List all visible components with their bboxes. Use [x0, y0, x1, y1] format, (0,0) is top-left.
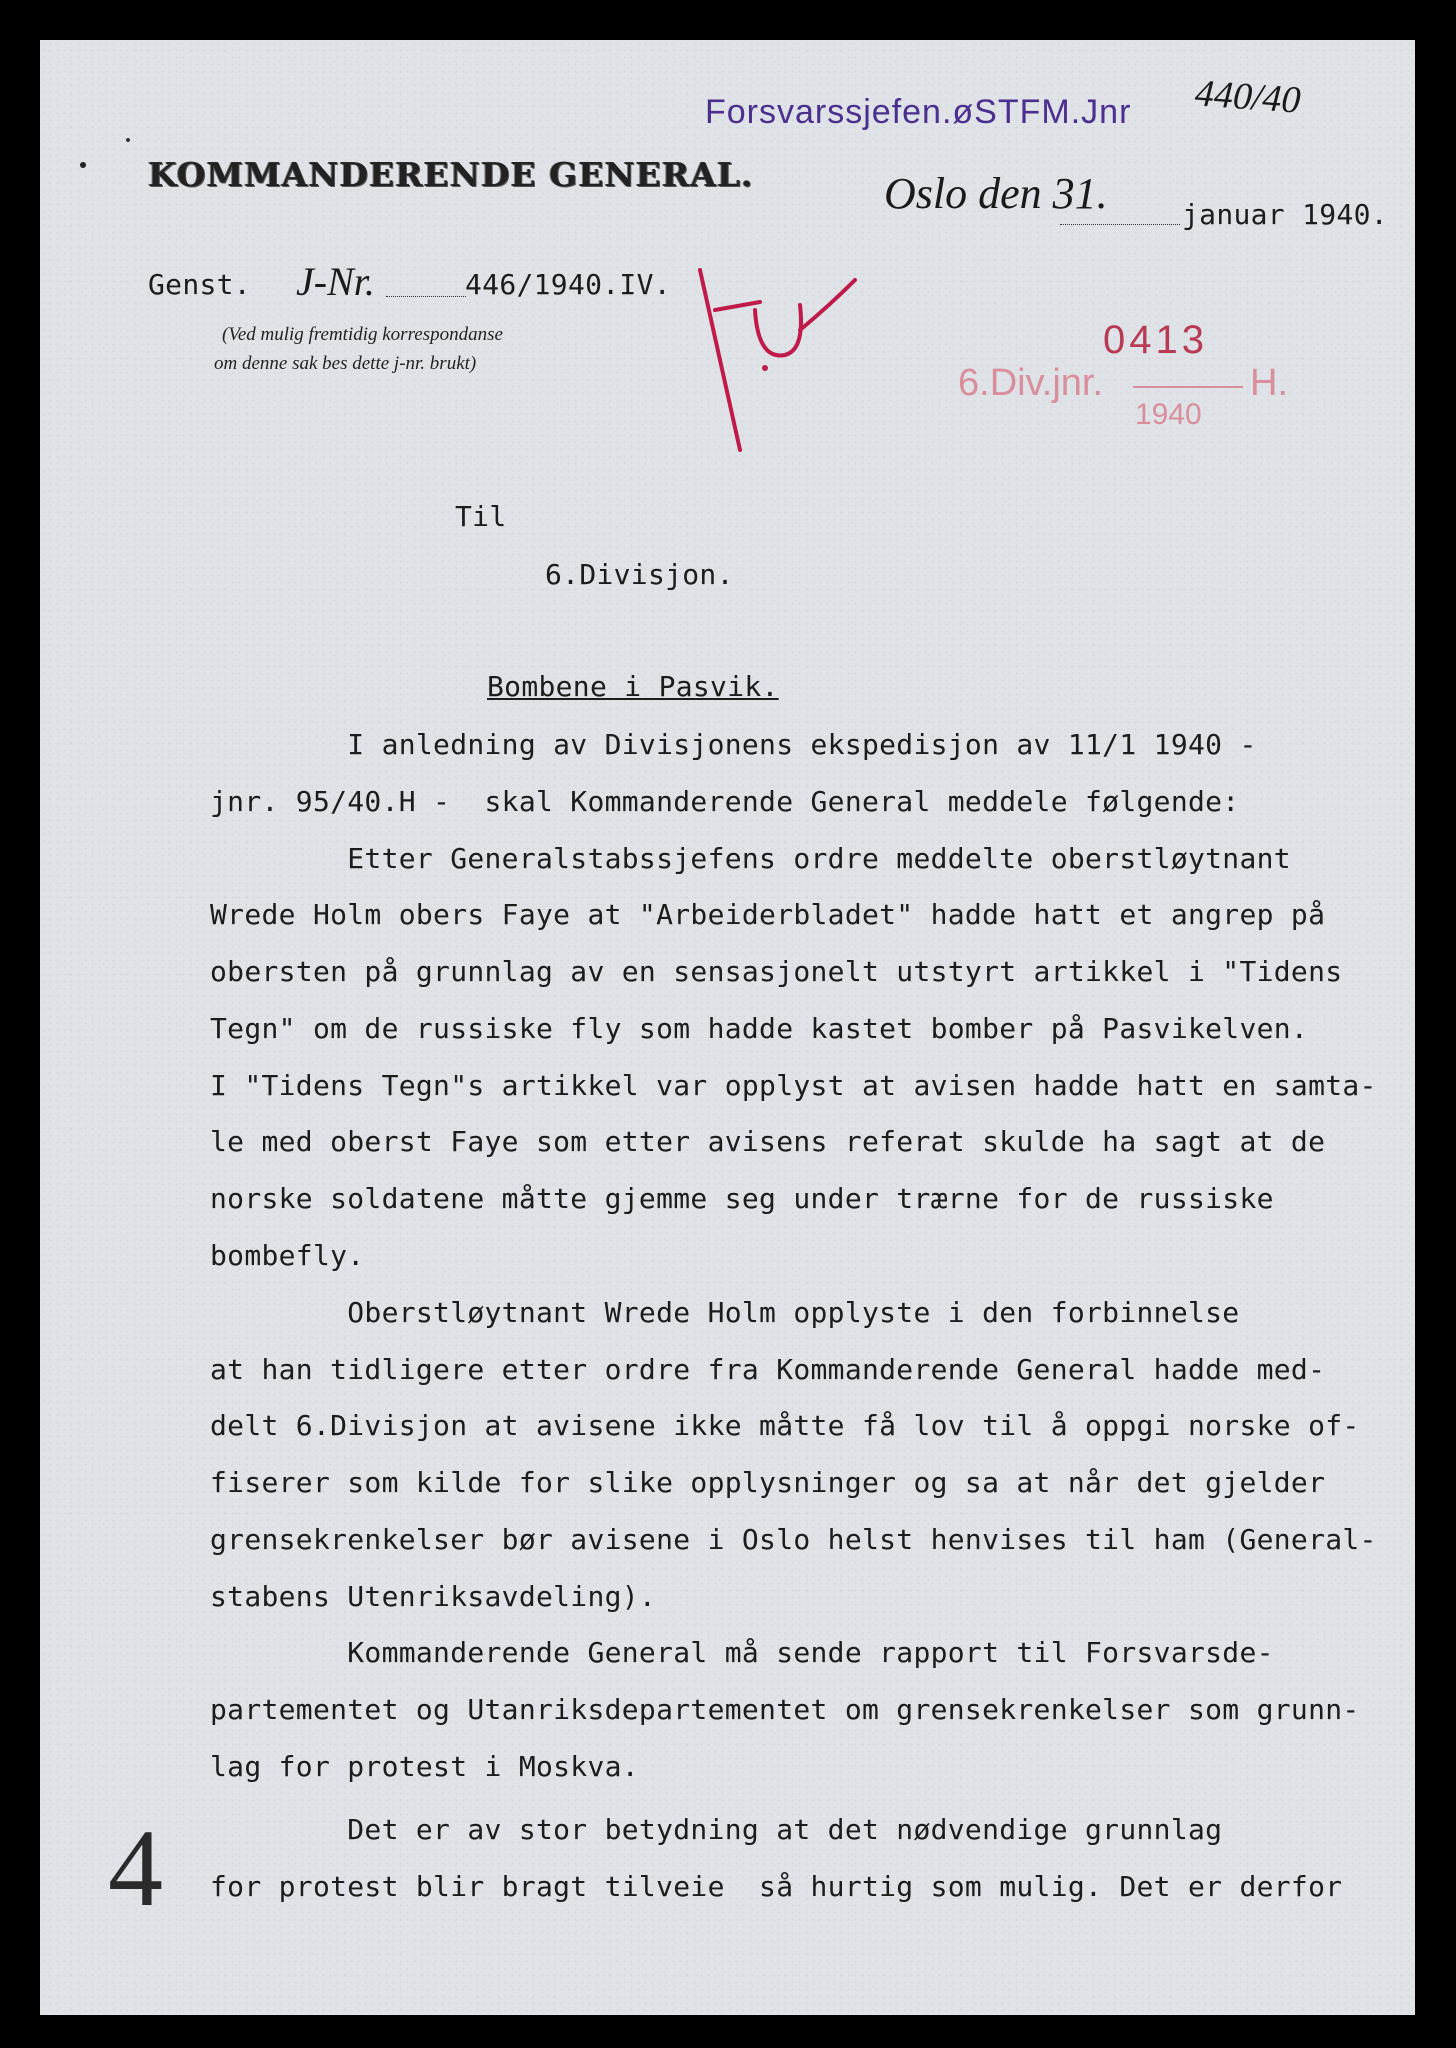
body-line: Det er av stor betydning at det nødvendige grunnlag	[210, 1813, 1223, 1846]
red-initials-signature	[680, 250, 880, 485]
body-line: stabens Utenriksavdeling).	[210, 1580, 657, 1613]
journal-dotted-leader	[386, 296, 466, 297]
journal-note-line-2: om denne sak bes dette j-nr. brukt)	[214, 353, 477, 374]
handwritten-journal-number: 440/40	[1193, 72, 1302, 122]
letter-title: Bombene i Pasvik.	[487, 670, 779, 703]
body-line: lag for protest i Moskva.	[210, 1750, 639, 1783]
body-line: Etter Generalstabssjefens ordre meddelte oberstløytnant	[210, 842, 1291, 875]
body-line: delt 6.Divisjon at avisene ikke måtte få lov til å oppgi norske of-	[210, 1409, 1360, 1442]
journal-note-line-1: (Ved mulig fremtidig korrespondanse	[222, 324, 503, 345]
division-stamp-rule	[1133, 386, 1243, 388]
body-line: Tegn" om de russiske fly som hadde kastet bomber på Pasvikelven.	[210, 1012, 1309, 1045]
recipient-name: 6.Divisjon.	[545, 558, 734, 591]
date-handwritten: Oslo den 31.	[884, 169, 1108, 218]
body-line: for protest blir bragt tilveie så hurtig som mulig. Det er derfor	[210, 1870, 1343, 1903]
body-line: grensekrenkelser bør avisene i Oslo helst henvises til ham (General-	[210, 1523, 1377, 1556]
date-underline	[1060, 224, 1180, 225]
date-typed: januar 1940.	[1182, 198, 1388, 231]
margin-dot	[80, 162, 86, 168]
journal-label: J-Nr.	[296, 259, 375, 304]
body-line: I anledning av Divisjonens ekspedisjon av 11/1 1940 -	[210, 728, 1257, 761]
division-stamp-label: 6.Div.jnr.	[958, 362, 1104, 404]
margin-dot	[126, 138, 130, 142]
division-stamp-year: 1940	[1135, 398, 1202, 431]
body-line: partementet og Utanriksdepartementet om grensekrenkelser som grunn-	[210, 1693, 1360, 1726]
body-line: I "Tidens Tegn"s artikkel var opplyst at avisen hadde hatt en samta-	[210, 1069, 1377, 1102]
journal-number: 446/1940.IV.	[465, 268, 671, 301]
recipient-to: Til	[455, 500, 507, 533]
body-line: Wrede Holm obers Faye at "Arbeiderbladet" hadde hatt et angrep på	[210, 898, 1326, 931]
body-line: norske soldatene måtte gjemme seg under trærne for de russiske	[210, 1182, 1274, 1215]
body-line: bombefly.	[210, 1239, 365, 1272]
body-line: obersten på grunnlag av en sensasjonelt utstyrt artikkel i "Tidens	[210, 955, 1343, 988]
body-line: at han tidligere etter ordre fra Kommanderende General hadde med-	[210, 1353, 1326, 1386]
body-line: le med oberst Faye som etter avisens referat skulde ha sagt at de	[210, 1125, 1326, 1158]
body-line: Oberstløytnant Wrede Holm opplyste i den forbinnelse	[210, 1296, 1240, 1329]
journal-prefix: Genst.	[148, 268, 251, 301]
division-stamp-number: 0413	[1103, 318, 1208, 362]
margin-handwritten-mark: 4	[108, 1807, 163, 1929]
forsvarssjefen-stamp: Forsvarssjefen.øSTFM.Jnr	[705, 93, 1132, 131]
body-line: jnr. 95/40.H - skal Kommanderende General meddele følgende:	[210, 785, 1240, 818]
division-stamp-suffix: H.	[1250, 362, 1288, 404]
body-line: fiserer som kilde for slike opplysninger og sa at når det gjelder	[210, 1466, 1326, 1499]
letterhead: KOMMANDERENDE GENERAL.	[148, 155, 754, 194]
body-line: Kommanderende General må sende rapport til Forsvarsde-	[210, 1636, 1274, 1669]
